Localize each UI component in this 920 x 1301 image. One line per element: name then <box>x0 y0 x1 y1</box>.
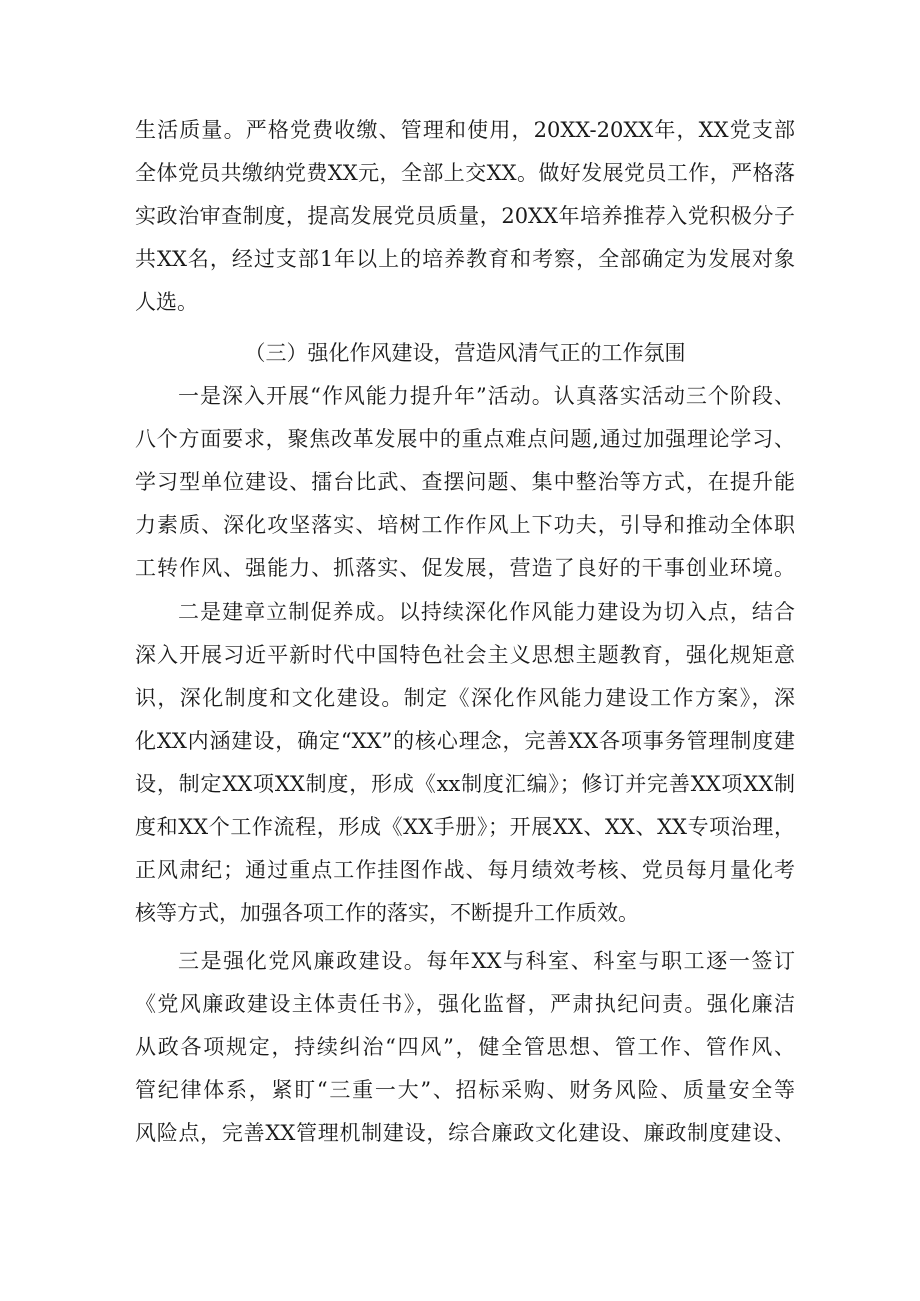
section-heading: （三）强化作风建设，营造风清气正的工作氛围 <box>244 341 686 365</box>
paragraph-4-line-2: 《党风廉政建设主体责任书》，强化监督，严肃执纪问责。强化廉洁 <box>135 992 795 1016</box>
paragraph-3-line-1: 二是建章立制促养成。以持续深化作风能力建设为切入点，结合 <box>178 600 795 624</box>
paragraph-4-line-1: 三是强化党风廉政建设。每年XX与科室、科室与职工逐一签订 <box>178 949 795 973</box>
paragraph-2-line-1: 一是深入开展“作风能力提升年”活动。认真落实活动三个阶段、 <box>178 384 795 408</box>
paragraph-4-line-3: 从政各项规定，持续纠治“四风”，健全管思想、管工作、管作风、 <box>135 1035 795 1059</box>
paragraph-1-line-5: 人选。 <box>135 290 198 314</box>
paragraph-2-line-5: 工转作风、强能力、抓落实、促发展，营造了良好的干事创业环境。 <box>135 556 795 580</box>
paragraph-3-line-2: 深入开展习近平新时代中国特色社会主义思想主题教育，强化规矩意 <box>135 643 795 667</box>
paragraph-2-line-2: 八个方面要求，聚焦改革发展中的重点难点问题,通过加强理论学习、 <box>135 427 795 451</box>
paragraph-2-line-3: 学习型单位建设、擂台比武、查摆问题、集中整治等方式，在提升能 <box>135 470 795 494</box>
paragraph-3-line-7: 正风肃纪；通过重点工作挂图作战、每月绩效考核、党员每月量化考 <box>135 858 795 882</box>
paragraph-1-line-1: 生活质量。严格党费收缴、管理和使用，20XX-20XX年，XX党支部 <box>135 118 795 142</box>
paragraph-3-line-4: 化XX内涵建设，确定“XX”的核心理念，完善XX各项事务管理制度建 <box>135 729 795 753</box>
paragraph-3-line-5: 设，制定XX项XX制度，形成《xx制度汇编》；修订并完善XX项XX制 <box>135 772 795 796</box>
paragraph-4-line-4: 管纪律体系，紧盯“三重一大”、招标采购、财务风险、质量安全等 <box>135 1078 795 1102</box>
paragraph-1-line-4: 共XX名，经过支部1年以上的培养教育和考察，全部确定为发展对象 <box>135 247 795 271</box>
paragraph-2-line-4: 力素质、深化攻坚落实、培树工作作风上下功夫，引导和推动全体职 <box>135 513 795 537</box>
paragraph-3-line-6: 度和XX个工作流程，形成《XX手册》；开展XX、XX、XX专项治理， <box>135 815 795 839</box>
paragraph-4-line-5: 风险点，完善XX管理机制建设，综合廉政文化建设、廉政制度建设、 <box>135 1121 795 1145</box>
paragraph-1-line-2: 全体党员共缴纳党费XX元，全部上交XX。做好发展党员工作，严格落 <box>135 161 795 185</box>
paragraph-3-line-8: 核等方式，加强各项工作的落实，不断提升工作质效。 <box>135 901 639 925</box>
paragraph-1-line-3: 实政治审查制度，提高发展党员质量，20XX年培养推荐入党积极分子 <box>135 204 795 228</box>
paragraph-3-line-3: 识，深化制度和文化建设。制定《深化作风能力建设工作方案》，深 <box>135 686 795 710</box>
